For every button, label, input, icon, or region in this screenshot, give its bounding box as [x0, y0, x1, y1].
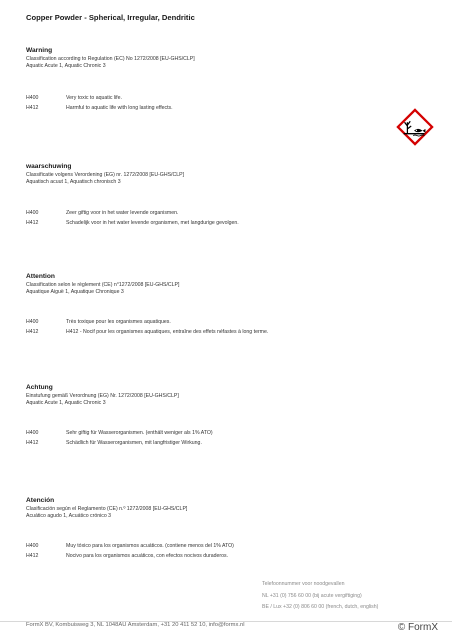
hazard-classes: Acuático agudo 1, Acuático crónico 3 — [26, 513, 112, 519]
hazard-text: H412 - Nocif pour les organismes aquatiques, entraîne des effets néfastes à long terme. — [66, 329, 269, 335]
hazard-code: H400 — [26, 543, 39, 549]
signal-word: waarschuwing — [26, 163, 72, 170]
hazard-code: H400 — [26, 430, 39, 436]
hazard-section-de — [26, 384, 426, 446]
signal-word: Warning — [26, 47, 53, 54]
hazard-classes: Aquatisch acuut 1, Aquatisch chronisch 3 — [26, 179, 121, 185]
hazard-statement — [26, 543, 234, 550]
hazard-code: H412 — [26, 329, 39, 335]
regulation-text: Einstufung gemäß Verordnung (EG) Nr. 1272/2008 [EU-GHS/CLP] — [26, 393, 179, 399]
emergency-contact-heading: Telefoonnummer voor noodgevallen — [262, 581, 345, 587]
hazard-section-es — [26, 497, 426, 559]
hazard-code: H400 — [26, 319, 39, 325]
hazard-statement — [26, 329, 268, 336]
hazard-statement — [26, 105, 173, 112]
brand-logo: © FormX — [397, 622, 438, 633]
hazard-statement — [26, 440, 202, 447]
document-title: Copper Powder - Spherical, Irregular, Dendritic — [26, 13, 195, 22]
hazard-section-fr — [26, 273, 426, 335]
hazard-text: Schädlich für Wasserorganismen, mit langfristiger Wirkung. — [66, 440, 202, 446]
hazard-text: Très toxique pour les organismes aquatiques. — [66, 319, 171, 325]
emergency-contact-nl: NL +31 (0) 756 60 00 (bij acute vergiftiging) — [262, 592, 362, 599]
hazard-section-nl — [26, 163, 426, 226]
signal-word: Atención — [26, 497, 55, 504]
hazard-code: H412 — [26, 220, 39, 226]
signal-word: Achtung — [26, 384, 53, 391]
hazard-code: H400 — [26, 95, 39, 101]
emergency-contact — [262, 579, 378, 614]
hazard-statement — [26, 319, 171, 326]
regulation-text: Clasificación según el Reglamento (CE) n.º 1272/2008 [EU-GHS/CLP] — [26, 506, 188, 512]
regulation-text: Classification according to Regulation (EC) No 1272/2008 [EU-GHS/CLP] — [26, 56, 195, 62]
hazard-text: Harmful to aquatic life with long lasting effects. — [66, 105, 173, 111]
hazard-statement — [26, 553, 228, 560]
hazard-classes: Aquatique Aiguë 1, Aquatique Chronique 3 — [26, 289, 124, 295]
hazard-code: H400 — [26, 210, 39, 216]
hazard-statement — [26, 210, 178, 217]
signal-word: Attention — [26, 273, 55, 280]
hazard-statement — [26, 95, 122, 102]
hazard-code: H412 — [26, 553, 39, 559]
hazard-code: H412 — [26, 105, 39, 111]
hazard-text: Schadelijk voor in het water levende organismen, met langdurige gevolgen. — [66, 220, 239, 226]
regulation-text: Classification selon le règlement (CE) n°1272/2008 [EU-GHS/CLP] — [26, 282, 180, 288]
company-address: FormX BV, Kombuisweg 3, NL 1048AU Amsterdam, +31 20 411 52 10, info@formx.nl — [26, 622, 245, 628]
emergency-contact-be: BE / Lux +32 (0) 806 60 00 (french, dutch, english) — [262, 604, 379, 610]
hazard-text: Sehr giftig für Wasserorganismen. (enthält weniger als 1% ATO) — [66, 430, 213, 436]
regulation-text: Classificatie volgens Verordening (EG) nr. 1272/2008 [EU-GHS/CLP] — [26, 172, 185, 178]
hazard-text: Muy tóxico para los organismos acuáticos. (contiene menos del 1% ATO) — [66, 543, 234, 549]
hazard-code: H412 — [26, 440, 39, 446]
hazard-statement — [26, 220, 239, 227]
hazard-text: Very toxic to aquatic life. — [66, 95, 122, 101]
hazard-section-en — [26, 47, 426, 111]
ghs09-environment-icon — [396, 108, 434, 146]
hazard-classes: Aquatic Acute 1, Aquatic Chronic 3 — [26, 63, 106, 69]
hazard-text: Nocivo para los organismos acuáticos, con efectos nocivos duraderos. — [66, 553, 229, 559]
hazard-text: Zeer giftig voor in het water levende organismen. — [66, 210, 179, 216]
hazard-classes: Aquatic Acute 1, Aquatic Chronic 3 — [26, 400, 106, 406]
hazard-statement — [26, 430, 213, 437]
